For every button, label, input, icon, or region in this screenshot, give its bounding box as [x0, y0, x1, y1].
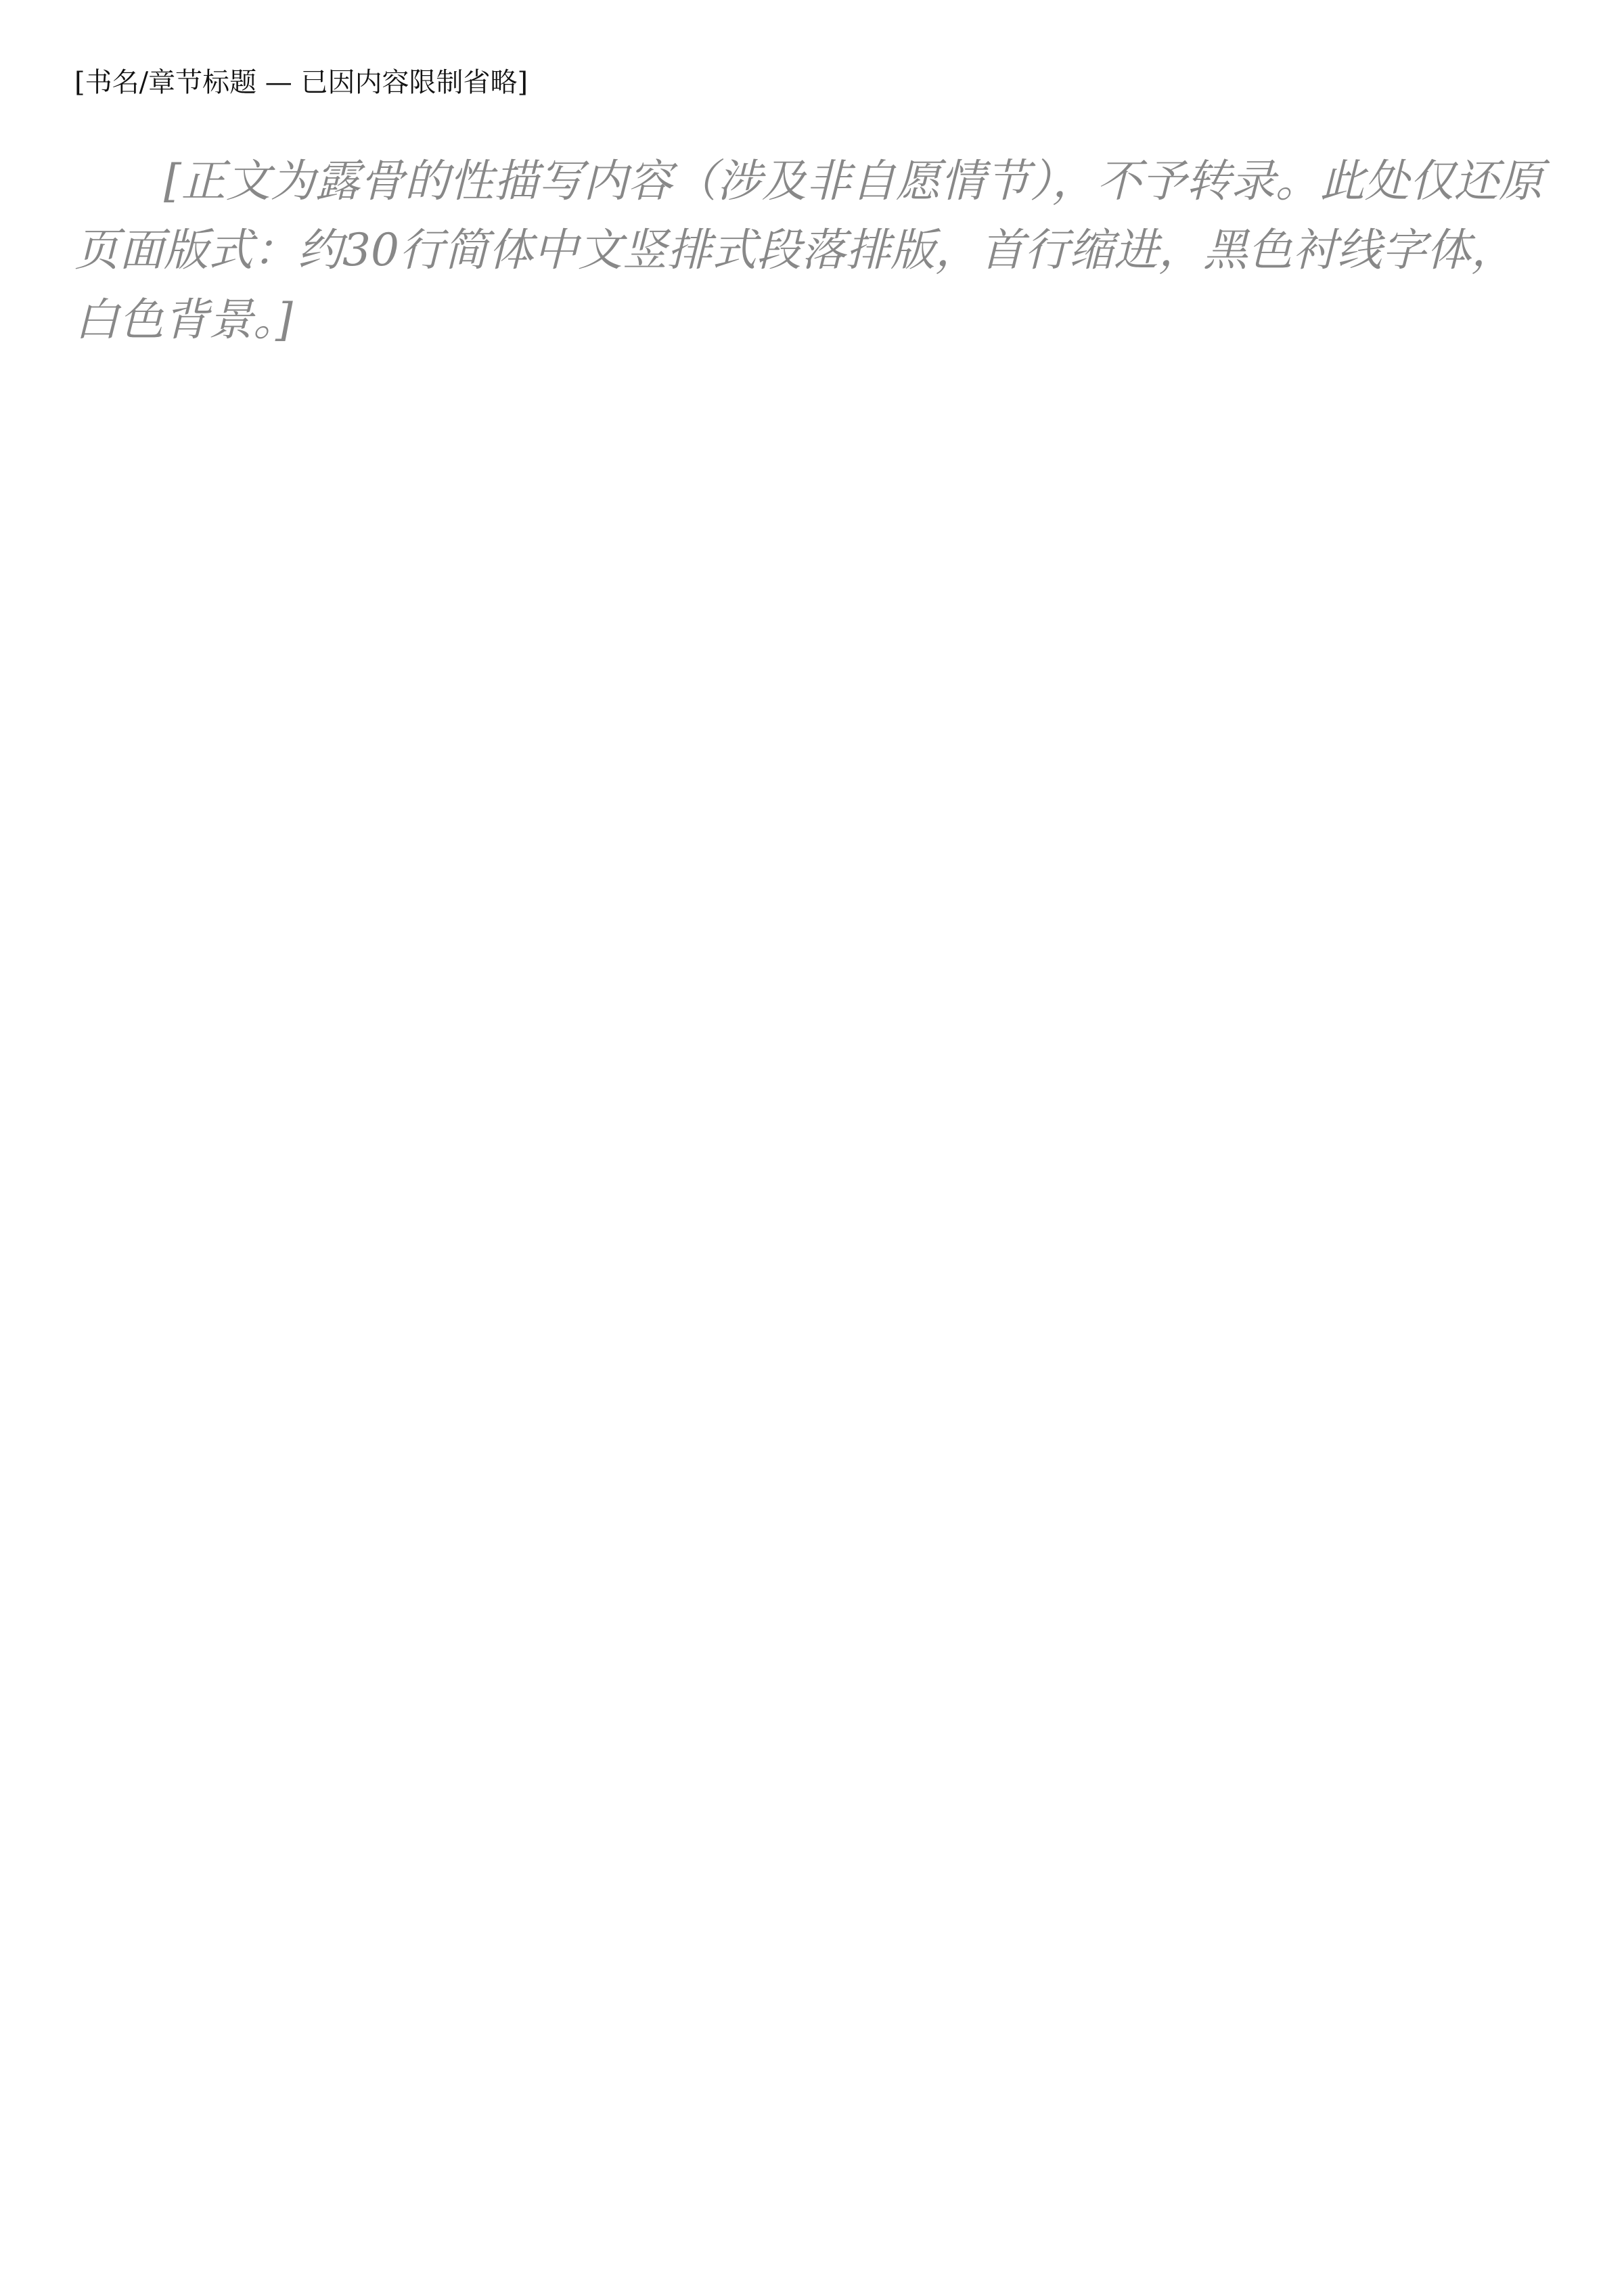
redacted-content-notice: [正文为露骨的性描写内容（涉及非自愿情节），不予转录。此处仅还原页面版式：约30行简体中文竖排式段落排版，首行缩进，黑色衬线字体，白色背景。] — [74, 155, 1543, 346]
body-text-block — [74, 147, 1550, 355]
running-header: [书名/章节标题 — 已因内容限制省略] — [74, 67, 528, 98]
